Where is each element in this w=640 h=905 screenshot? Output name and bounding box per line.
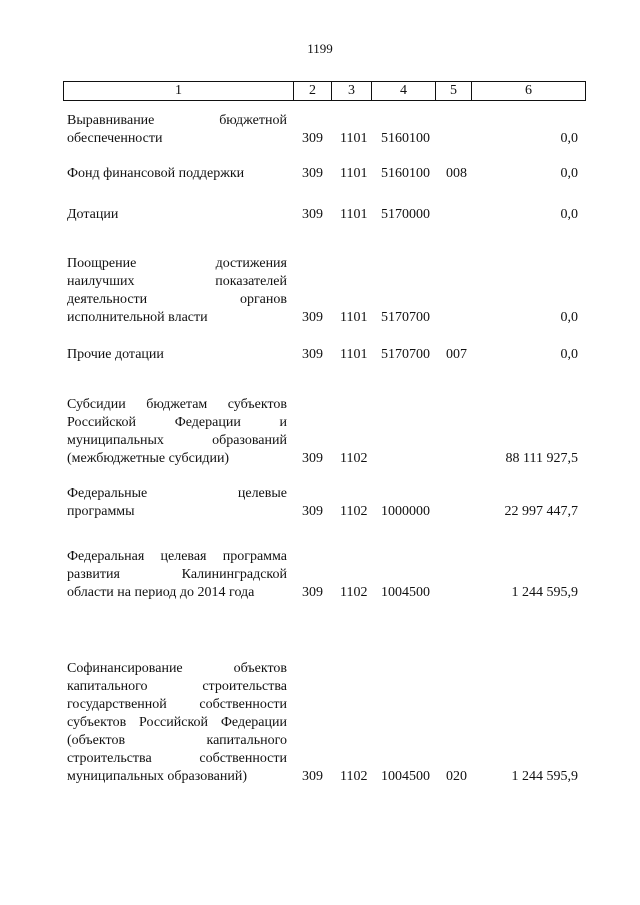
row-name-line: субъектов Российской Федерации <box>67 715 287 730</box>
row-name <box>67 660 287 786</box>
column-header-4: 4 <box>372 82 436 101</box>
row-name <box>67 112 287 148</box>
row-target-article-code: 5160100 <box>381 131 430 146</box>
row-name-line: деятельности органов <box>67 292 287 307</box>
row-name <box>67 255 287 327</box>
row-name-line: Федеральные целевые <box>67 486 287 501</box>
row-amount: 88 111 927,5 <box>505 451 578 466</box>
row-name-line: Софинансирование объектов <box>67 661 287 676</box>
row-name-line: наилучших показателей <box>67 274 287 289</box>
row-target-article-code: 5170000 <box>381 207 430 222</box>
row-target-article-code: 5170700 <box>381 310 430 325</box>
row-name <box>67 548 287 602</box>
row-name <box>67 485 287 521</box>
column-header-1: 1 <box>64 82 294 101</box>
row-name <box>67 165 287 183</box>
row-name-line: капитального строительства <box>67 679 287 694</box>
row-subsection-code: 1102 <box>340 504 368 519</box>
row-name-line: Фонд финансовой поддержки <box>67 166 245 181</box>
row-name <box>67 346 287 364</box>
row-name-line: развития Калининградской <box>67 567 287 582</box>
row-name-line: Федеральная целевая программа <box>67 549 287 564</box>
row-section-code: 309 <box>302 769 323 784</box>
row-name-line: Российской Федерации и <box>67 415 287 430</box>
row-name-line: Дотации <box>67 207 119 222</box>
row-section-code: 309 <box>302 131 323 146</box>
row-amount: 0,0 <box>560 207 578 222</box>
row-name-line: Прочие дотации <box>67 347 164 362</box>
column-header-2: 2 <box>294 82 332 101</box>
row-amount: 1 244 595,9 <box>511 769 578 784</box>
row-expense-type-code: 008 <box>446 166 467 181</box>
row-amount: 0,0 <box>560 310 578 325</box>
row-name-line: области на период до 2014 года <box>67 585 255 600</box>
row-name-line: Выравнивание бюджетной <box>67 113 287 128</box>
row-section-code: 309 <box>302 207 323 222</box>
row-name-line: Поощрение достижения <box>67 256 287 271</box>
row-name-line: муниципальных образований) <box>67 769 247 784</box>
row-name-line: исполнительной власти <box>67 310 208 325</box>
row-target-article-code: 5160100 <box>381 166 430 181</box>
row-expense-type-code: 007 <box>446 347 467 362</box>
row-amount: 0,0 <box>560 166 578 181</box>
row-target-article-code: 5170700 <box>381 347 430 362</box>
row-amount: 22 997 447,7 <box>504 504 578 519</box>
row-name-line: государственной собственности <box>67 697 287 712</box>
row-subsection-code: 1101 <box>340 347 368 362</box>
row-name <box>67 396 287 468</box>
row-subsection-code: 1102 <box>340 585 368 600</box>
row-name-line: (межбюджетные субсидии) <box>67 451 230 466</box>
row-section-code: 309 <box>302 166 323 181</box>
row-subsection-code: 1101 <box>340 131 368 146</box>
column-header-row <box>64 82 586 101</box>
row-subsection-code: 1101 <box>340 207 368 222</box>
row-target-article-code: 1004500 <box>381 769 430 784</box>
row-section-code: 309 <box>302 585 323 600</box>
row-name-line: строительства собственности <box>67 751 287 766</box>
row-target-article-code: 1004500 <box>381 585 430 600</box>
row-subsection-code: 1101 <box>340 166 368 181</box>
row-name-line: муниципальных образований <box>67 433 287 448</box>
row-amount: 1 244 595,9 <box>511 585 578 600</box>
row-name-line: программы <box>67 504 135 519</box>
row-section-code: 309 <box>302 310 323 325</box>
row-name-line: (объектов капитального <box>67 733 287 748</box>
row-subsection-code: 1102 <box>340 769 368 784</box>
row-amount: 0,0 <box>560 131 578 146</box>
column-header-3: 3 <box>332 82 372 101</box>
row-amount: 0,0 <box>560 347 578 362</box>
column-header-6: 6 <box>472 82 586 101</box>
row-name-line: Субсидии бюджетам субъектов <box>67 397 287 412</box>
column-header-5: 5 <box>436 82 472 101</box>
row-name-line: обеспеченности <box>67 131 163 146</box>
column-header-table <box>63 81 586 101</box>
row-target-article-code: 1000000 <box>381 504 430 519</box>
row-subsection-code: 1102 <box>340 451 368 466</box>
row-expense-type-code: 020 <box>446 769 467 784</box>
row-section-code: 309 <box>302 451 323 466</box>
row-name <box>67 206 287 224</box>
row-section-code: 309 <box>302 347 323 362</box>
row-subsection-code: 1101 <box>340 310 368 325</box>
row-section-code: 309 <box>302 504 323 519</box>
page-number: 1199 <box>307 41 333 56</box>
